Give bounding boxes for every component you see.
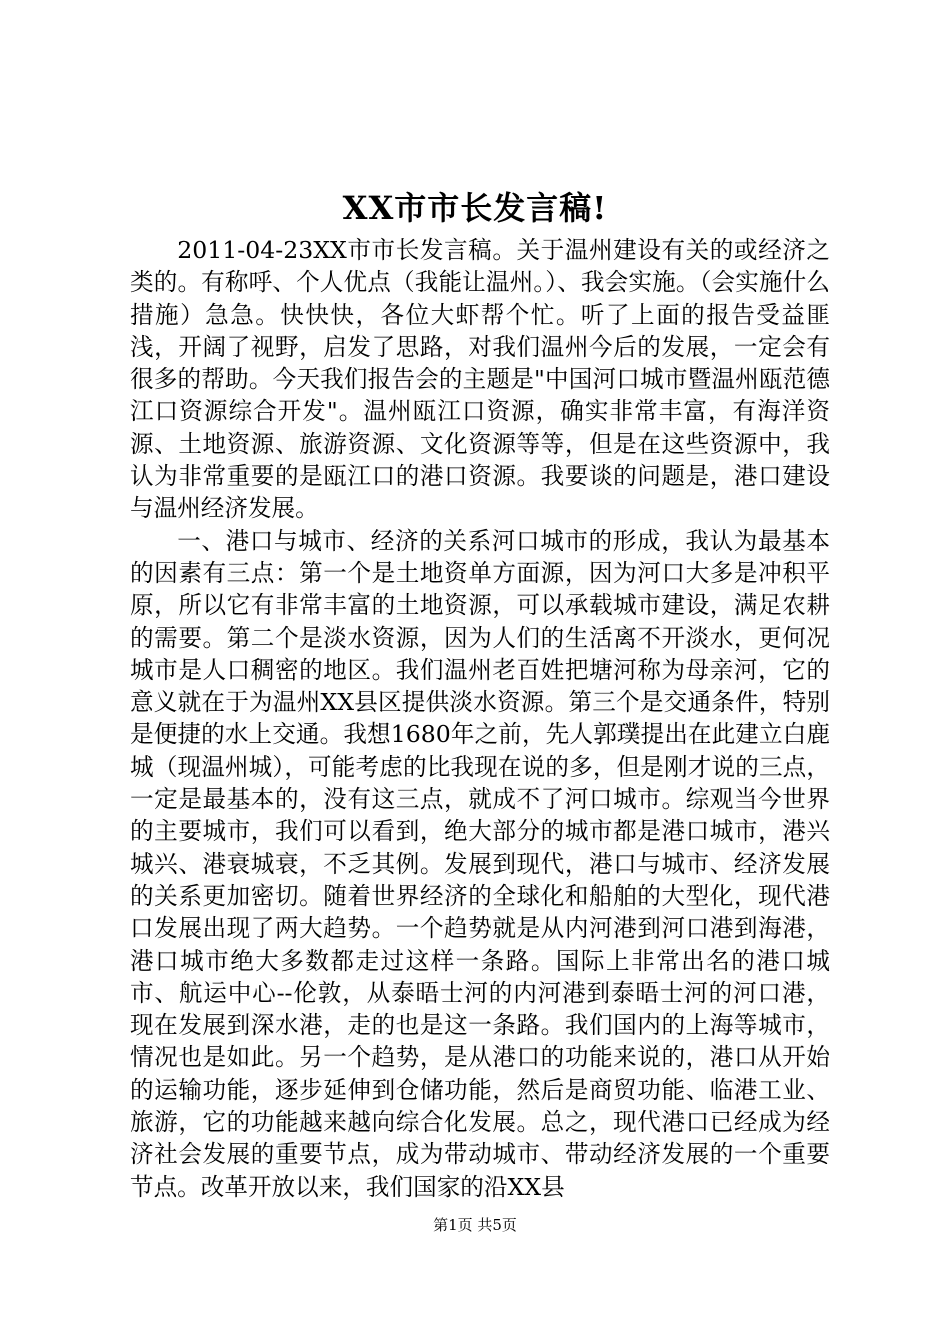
document-body [130, 234, 830, 1203]
paragraph-intro: 2011-04-23XX市市长发言稿。关于温州建设有关的或经济之类的。有称呼、个人优点（我能让温州。）、我会实施。（会实施什么措施）急急。快快快，各位大虾帮个忙。听了上面的报告受益匪浅，开阔了视野，启发了思路，对我们温州今后的发展，一定会有很多的帮助。今天我们报告会的主题是"中国河口城市暨温州瓯范德江口资源综合开发"。温州瓯江口资源，确实非常丰富，有海洋资源、土地资源、旅游资源、文化资源等等，但是在这些资源中，我认为非常重要的是瓯江口的港口资源。我要谈的问题是，港口建设与温州经济发展。 [130, 236, 830, 523]
paragraph-section-one: 一、港口与城市、经济的关系河口城市的形成，我认为最基本的因素有三点：第一个是土地资单方面源，因为河口大多是冲积平原，所以它有非常丰富的土地资源，可以承载城市建设，满足农耕的需要。第二个是淡水资源，因为人们的生活离不开淡水，更何况城市是人口稠密的地区。我们温州老百姓把塘河称为母亲河，它的意义就在于为温州XX县区提供淡水资源。第三个是交通条件，特别是便捷的水上交通。我想1680年之前，先人郭璞提出在此建立白鹿城（现温州城），可能考虑的比我现在说的多，但是刚才说的三点，一定是最基本的，没有这三点，就成不了河口城市。综观当今世界的主要城市，我们可以看到，绝大部分的城市都是港口城市，港兴城兴、港衰城衰，不乏其例。发展到现代，港口与城市、经济发展的关系更加密切。随着世界经济的全球化和船舶的大型化，现代港口发展出现了两大趋势。一个趋势就是从内河港到河口港到海港，港口城市绝大多数都走过这样一条路。国际上非常出名的港口城市、航运中心--伦敦，从泰晤士河的内河港到泰晤士河的河口港，现在发展到深水港，走的也是这一条路。我们国内的上海等城市，情况也是如此。另一个趋势，是从港口的功能来说的，港口从开始的运输功能，逐步延伸到仓储功能，然后是商贸功能、临港工业、旅游，它的功能越来越向综合化发展。总之，现代港口已经成为经济社会发展的重要节点，成为带动城市、带动经济发展的一个重要节点。改革开放以来，我们国家的沿XX县 [130, 526, 830, 1201]
page-number-footer: 第1页 共5页 [433, 1216, 517, 1234]
document-title: XX市市长发言稿! [342, 189, 608, 227]
